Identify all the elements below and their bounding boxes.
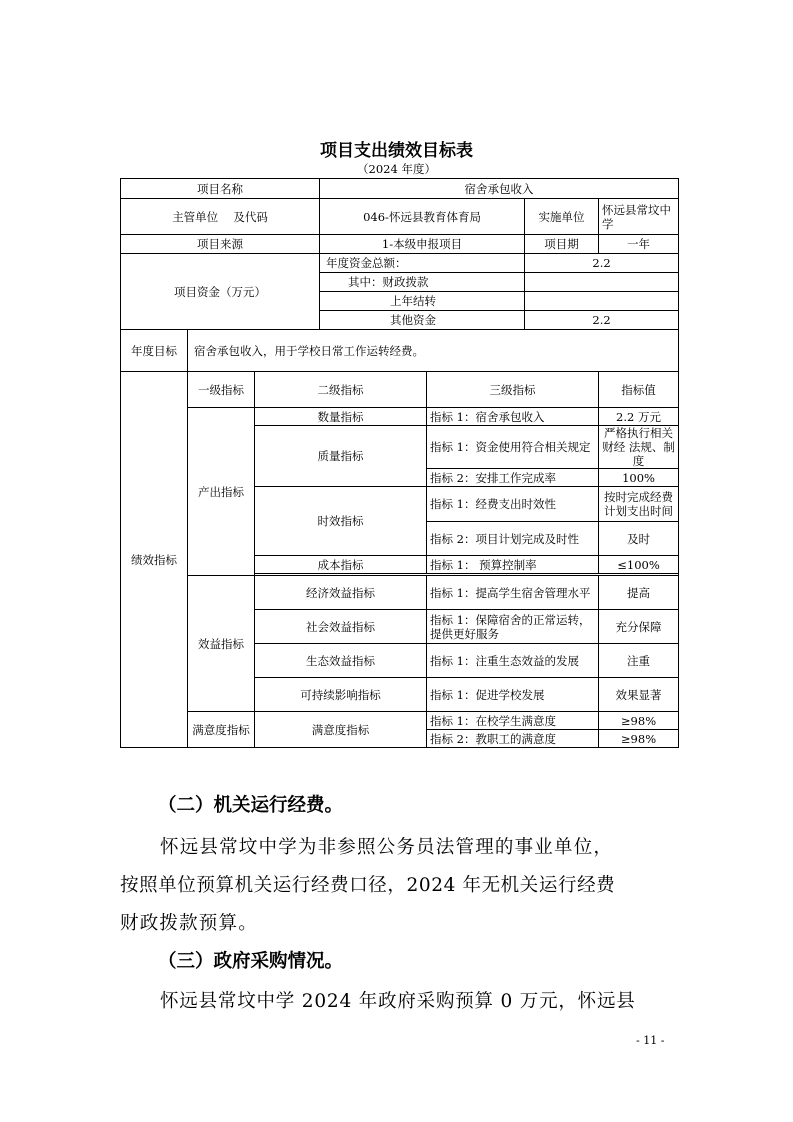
level2-cell: 时效指标 — [255, 487, 427, 556]
level3-cell: 指标 1：在校学生满意度 — [427, 712, 599, 730]
value-cell: 及时 — [599, 522, 679, 556]
table-row — [121, 372, 679, 408]
impl-label: 实施单位 — [525, 199, 599, 235]
source-label: 项目来源 — [121, 235, 320, 254]
fund-row-value — [525, 292, 679, 311]
value-cell: ≥98% — [599, 712, 679, 730]
value-cell: 效果显著 — [599, 678, 679, 712]
goal-label: 年度目标 — [121, 330, 188, 372]
level3-cell: 指标 1：保障宿舍的正常运转，提供更好服务 — [427, 610, 599, 644]
table-row — [121, 199, 679, 235]
benefit-label: 效益指标 — [188, 576, 255, 712]
period-value: 一年 — [599, 235, 679, 254]
paragraph-line: 怀远县常坟中学 2024 年政府采购预算 0 万元，怀远县 — [160, 991, 636, 1012]
table-row — [121, 712, 679, 730]
fund-row-value: 2.2 — [525, 311, 679, 330]
perf-label: 绩效指标 — [121, 372, 188, 748]
table-row — [121, 330, 679, 372]
level3-cell: 指标 2：项目计划完成及时性 — [427, 522, 599, 556]
satisfaction-label: 满意度指标 — [188, 712, 255, 748]
table-row — [121, 235, 679, 254]
value-cell: 注重 — [599, 644, 679, 678]
level3-cell: 指标 1：提高学生宿舍管理水平 — [427, 576, 599, 610]
level3-cell: 指标 1： 预算控制率 — [427, 556, 599, 574]
fund-row-value — [525, 273, 679, 292]
value-cell: 充分保障 — [599, 610, 679, 644]
output-label: 产出指标 — [188, 408, 255, 576]
header-value: 指标值 — [599, 372, 679, 408]
performance-table — [120, 178, 679, 748]
fund-row-label: 其中：财政拨款 — [320, 273, 525, 292]
section-heading: （三）政府采购情况。 — [158, 951, 344, 972]
paragraph-line: 财政拨款预算。 — [120, 913, 258, 934]
goal-value: 宿舍承包收入，用于学校日常工作运转经费。 — [188, 330, 679, 372]
value-cell: 100% — [599, 469, 679, 487]
header-level2: 二级指标 — [255, 372, 427, 408]
table-row — [121, 576, 679, 610]
level2-cell: 成本指标 — [255, 556, 427, 574]
table-row — [121, 179, 679, 199]
header-level1: 一级指标 — [188, 372, 255, 408]
level2-cell: 数量指标 — [255, 408, 427, 426]
fund-row-value: 2.2 — [525, 254, 679, 273]
project-name-label: 项目名称 — [121, 179, 320, 199]
project-name-value: 宿舍承包收入 — [320, 179, 679, 199]
value-cell: ≤100% — [599, 556, 679, 574]
fund-row-label: 其他资金 — [320, 311, 525, 330]
fund-row-label: 年度资金总额： — [320, 254, 525, 273]
value-cell: ≥98% — [599, 730, 679, 748]
level3-cell: 指标 1：注重生态效益的发展 — [427, 644, 599, 678]
fund-row-label: 上年结转 — [320, 292, 525, 311]
page-subtitle: （2024 年度） — [357, 162, 436, 176]
level2-cell: 质量指标 — [255, 426, 427, 487]
level2-cell: 生态效益指标 — [255, 644, 427, 678]
level3-cell: 指标 1：经费支出时效性 — [427, 487, 599, 522]
header-level3: 三级指标 — [427, 372, 599, 408]
impl-value: 怀远县常坟中学 — [599, 199, 679, 235]
page-number: - 11 - — [636, 1034, 665, 1047]
level2-cell: 可持续影响指标 — [255, 678, 427, 712]
source-value: 1-本级申报项目 — [320, 235, 525, 254]
level2-cell: 满意度指标 — [255, 712, 427, 748]
dept-label: 主管单位 及代码 — [121, 199, 320, 235]
value-cell: 按时完成经费计划支出时间 — [599, 487, 679, 522]
level3-cell: 指标 1：宿舍承包收入 — [427, 408, 599, 426]
page-title: 项目支出绩效目标表 — [320, 141, 473, 161]
level3-cell: 指标 1：资金使用符合相关规定 — [427, 426, 599, 469]
value-cell: 提高 — [599, 576, 679, 610]
level3-cell: 指标 1：促进学校发展 — [427, 678, 599, 712]
funds-label: 项目资金（万元） — [121, 254, 320, 330]
table-row — [121, 254, 679, 273]
section-heading: （二）机关运行经费。 — [158, 795, 344, 816]
paragraph-line: 怀远县常坟中学为非参照公务员法管理的事业单位， — [160, 837, 614, 858]
level3-cell: 指标 2：教职工的满意度 — [427, 730, 599, 748]
level2-cell: 经济效益指标 — [255, 576, 427, 610]
period-label: 项目期 — [525, 235, 599, 254]
paragraph-line: 按照单位预算机关运行经费口径，2024 年无机关运行经费 — [120, 875, 616, 896]
level3-cell: 指标 2：安排工作完成率 — [427, 469, 599, 487]
level2-cell: 社会效益指标 — [255, 610, 427, 644]
value-cell: 2.2 万元 — [599, 408, 679, 426]
table-row — [121, 408, 679, 426]
value-cell: 严格执行相关财经 法规、制度 — [599, 426, 679, 469]
dept-value: 046-怀远县教育体育局 — [320, 199, 525, 235]
